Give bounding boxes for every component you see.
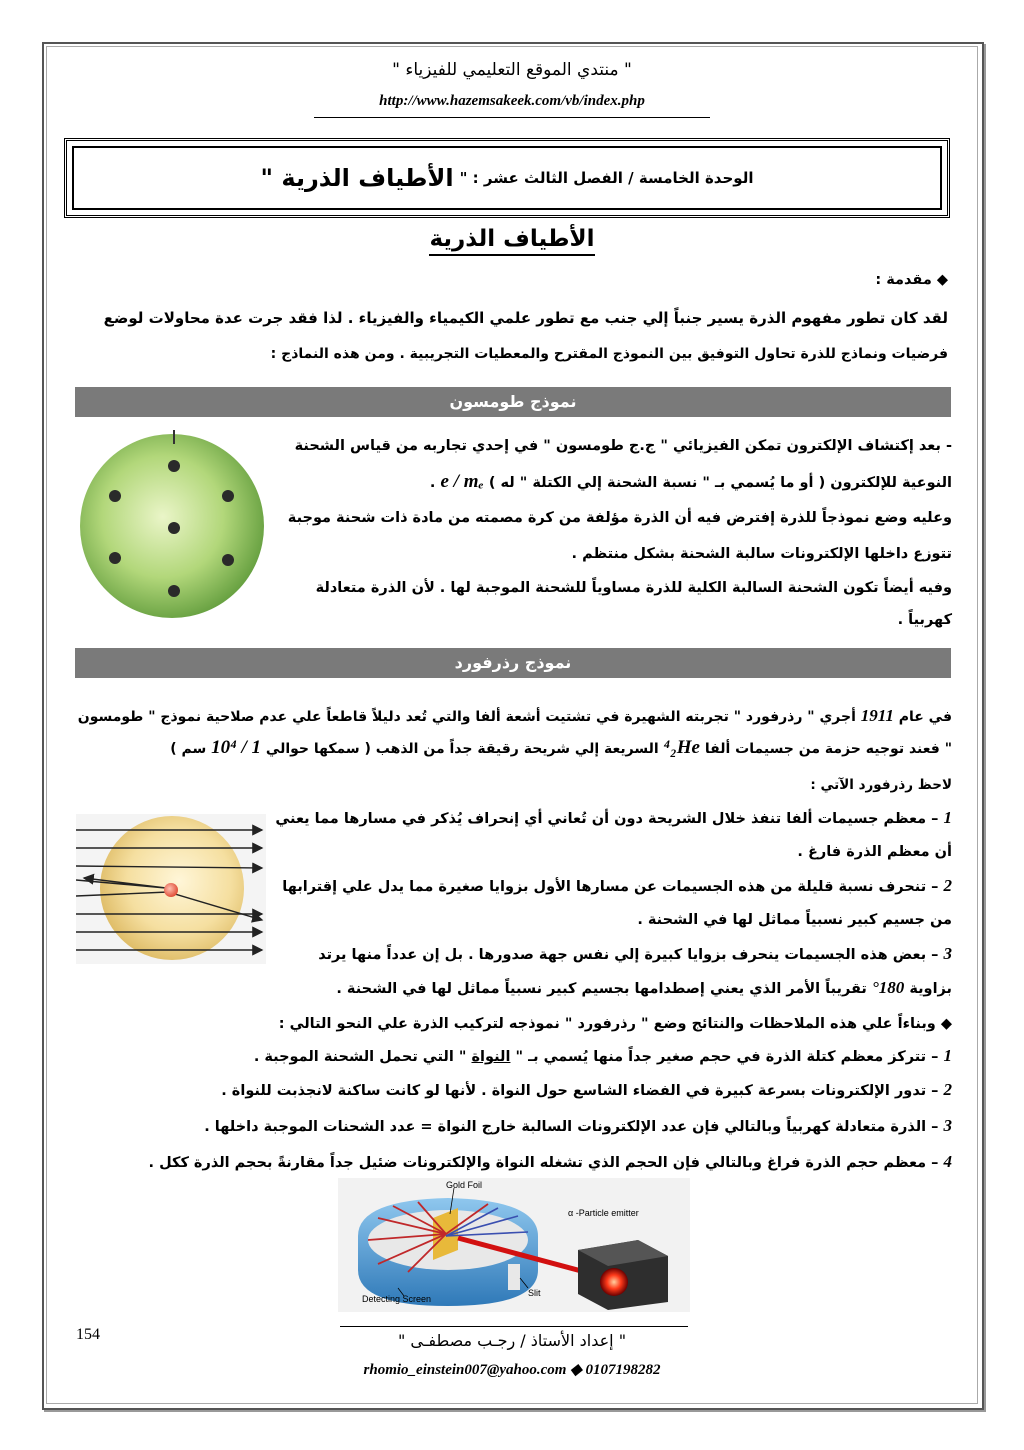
screen-label: Detecting Screen bbox=[362, 1294, 432, 1304]
model-3-number: 3 bbox=[943, 1116, 952, 1135]
thomson-atom-image bbox=[78, 426, 266, 622]
year: 1911 bbox=[860, 706, 894, 725]
model-1-b: " التي تحمل الشحنة الموجبة . bbox=[253, 1049, 467, 1065]
obs-2-text: – تنحرف نسبة قليلة من هذه الجسيمات عن مسارها الأول بزوايا صغيرة مما يدل علي إقترابها bbox=[282, 879, 939, 895]
electron bbox=[109, 490, 121, 502]
thomson-line-6: كهربياً . bbox=[897, 612, 952, 628]
foil-thickness: 1 / 10⁴ bbox=[211, 737, 262, 758]
obs-2-line-1 bbox=[282, 876, 952, 897]
rutherford-l2a: " فعند توجيه حزمة من جسيمات ألفا bbox=[704, 741, 952, 757]
thomson-line-4: تتوزع داخلها الإلكترونات سالبة الشحنة بشكل منتظم . bbox=[571, 546, 952, 562]
thomson-line-1: - بعد إكتشاف الإلكترون تمكن الفيزيائي " ج.ج طومسون " في إحدي تجاربه من قياس الشحنة bbox=[294, 438, 952, 454]
unit-box bbox=[72, 146, 942, 210]
model-4-number: 4 bbox=[943, 1152, 952, 1171]
obs-3-b1: بزاوية bbox=[909, 981, 952, 997]
page-title bbox=[0, 226, 1024, 252]
obs-1-text: – معظم جسيمات ألفا تنفذ خلال الشريحة دون أن تُعاني أي إنحراف يُذكر في مسارها مما يعني bbox=[275, 811, 939, 827]
rutherford-observe: لاحظ رذرفورد الآتي : bbox=[810, 777, 952, 793]
obs-3-line-1 bbox=[318, 944, 952, 965]
nucleus-term: النواة bbox=[471, 1049, 511, 1065]
rutherford-line-2 bbox=[170, 738, 952, 759]
gold-foil-label: Gold Foil bbox=[446, 1180, 483, 1190]
obs-3-text: – بعض هذه الجسيمات ينحرف بزوايا كبيرة إلي نفس جهة صدورها . بل إن عدداً منها يرتد bbox=[318, 947, 939, 963]
obs-3-b2: تقريباً الأمر الذي يعني إصطدامها بجسيم كبير نسبياً مماثل لها في الشحنة . bbox=[336, 981, 867, 997]
emitter-source bbox=[600, 1268, 628, 1296]
obs-3-line-2 bbox=[336, 978, 952, 999]
model-3-text: – الذرة متعادلة كهربياً وبالتالي فإن عدد الإلكترونات السالبة خارج النواة = عدد الشحنات الموجبة داخلها . bbox=[204, 1119, 939, 1135]
obs-3-number: 3 bbox=[943, 944, 952, 963]
model-1 bbox=[254, 1046, 952, 1067]
electron bbox=[168, 585, 180, 597]
slit-label: Slit bbox=[528, 1288, 541, 1298]
slit-gap bbox=[508, 1264, 520, 1290]
footer-divider bbox=[340, 1326, 688, 1327]
rutherford-l1b: أجري " رذرفورد " تجربته الشهيرة في تشتيت أشعة ألفا والتي تُعد دليلاً قاطعاً علي عدم صلاحية نموذج " طومسون bbox=[77, 709, 856, 725]
model-1-number: 1 bbox=[943, 1046, 952, 1065]
rutherford-l1a: في عام bbox=[898, 709, 952, 725]
model-3 bbox=[204, 1116, 952, 1137]
unit-label: الوحدة الخامسة / الفصل الثالث عشر : " bbox=[459, 169, 754, 187]
forum-title: " منتدي الموقع التعليمي للفيزياء " bbox=[392, 60, 632, 80]
nucleus bbox=[164, 883, 178, 897]
intro-heading: ◆ مقدمة : bbox=[875, 272, 948, 288]
rutherford-l2b: السريعة إلي شريحة رقيقة جداً من الذهب ( سمكها حوالي bbox=[265, 741, 659, 757]
electron bbox=[222, 554, 234, 566]
obs-1-number: 1 bbox=[943, 808, 952, 827]
helium-symbol: ⁴₂He bbox=[663, 737, 700, 758]
model-2 bbox=[221, 1080, 952, 1101]
angle: 180° bbox=[871, 978, 905, 997]
rutherford-line-1 bbox=[78, 706, 952, 727]
intro-line-1: لقد كان تطور مفهوم الذرة يسير جنباً إلي جنب مع تطور علمي الكيمياء والفيزياء . لذا فقد جرت عدة محاولات لوضع bbox=[103, 309, 948, 327]
model-2-text: – تدور الإلكترونات بسرعة كبيرة في الفضاء الشاسع حول النواة . لأنها لو كانت ساكنة لانجذبت للنواة . bbox=[221, 1083, 939, 1099]
page-title-text: الأطياف الذرية bbox=[429, 226, 594, 256]
obs-2-line-2: من جسيم كبير نسبياً مماثل لها في الشحنة . bbox=[637, 912, 952, 928]
thomson-band: نموذج طومسون bbox=[75, 387, 951, 417]
obs-1-line-1 bbox=[275, 808, 952, 829]
thomson-line-2 bbox=[430, 472, 952, 493]
charge-mass-ratio: e / mₑ bbox=[440, 471, 484, 492]
obs-2-number: 2 bbox=[943, 876, 952, 895]
scattering-image bbox=[76, 814, 266, 964]
footer-author: " إعداد الأستاذ / رجـب مصطفـى " bbox=[397, 1331, 627, 1350]
obs-1-line-2: أن معظم الذرة فارغ . bbox=[797, 844, 952, 860]
model-intro: ◆ وبناءاً علي هذه الملاحظات والنتائج وضع " رذرفورد " نموذجه لتركيب الذرة علي النحو التالي : bbox=[278, 1016, 952, 1032]
model-4 bbox=[149, 1152, 952, 1173]
intro-line-2: فرضيات ونماذج للذرة تحاول التوفيق بين النموذج المقترح والمعطيات التجريبية . ومن هذه النماذج : bbox=[270, 346, 948, 362]
rutherford-band: نموذج رذرفورد bbox=[75, 648, 951, 678]
thomson-line-2-text: النوعية للإلكترون ( أو ما يُسمي بـ " نسبة الشحنة إلي الكتلة " له ) bbox=[488, 475, 952, 491]
thomson-line-2-end: . bbox=[429, 475, 436, 491]
gold-foil-figure bbox=[338, 1178, 690, 1312]
thomson-line-3: وعليه وضع نموذجاً للذرة إفترض فيه أن الذرة مؤلفة من كرة مصمته من مادة ذات شحنة موجبة bbox=[287, 510, 952, 526]
model-2-number: 2 bbox=[943, 1080, 952, 1099]
electron bbox=[168, 460, 180, 472]
footer-contact[interactable]: rhomio_einstein007@yahoo.com ◆ 0107198282 bbox=[363, 1362, 661, 1378]
page-number: 154 bbox=[76, 1326, 100, 1343]
unit-topic: الأطياف الذرية " bbox=[260, 164, 454, 192]
thomson-line-5: وفيه أيضاً تكون الشحنة السالبة الكلية للذرة مساوياً للشحنة الموجبة لها . لأن الذرة متعادلة bbox=[315, 580, 952, 596]
electron bbox=[109, 552, 121, 564]
model-1-a: – تتركز معظم كتلة الذرة في حجم صغير جداً منها يُسمي بـ " bbox=[515, 1049, 939, 1065]
electron bbox=[222, 490, 234, 502]
header-divider bbox=[314, 117, 710, 118]
emitter-label: α -Particle emitter bbox=[568, 1208, 639, 1218]
electron bbox=[168, 522, 180, 534]
rutherford-l2c: سم ) bbox=[170, 741, 207, 757]
forum-url[interactable]: http://www.hazemsakeek.com/vb/index.php bbox=[379, 93, 645, 109]
model-4-text: – معظم حجم الذرة فراغ وبالتالي فإن الحجم الذي تشغله النواة والإلكترونات ضئيل جداً مقارنةً بحجم الذرة ككل . bbox=[148, 1155, 939, 1171]
